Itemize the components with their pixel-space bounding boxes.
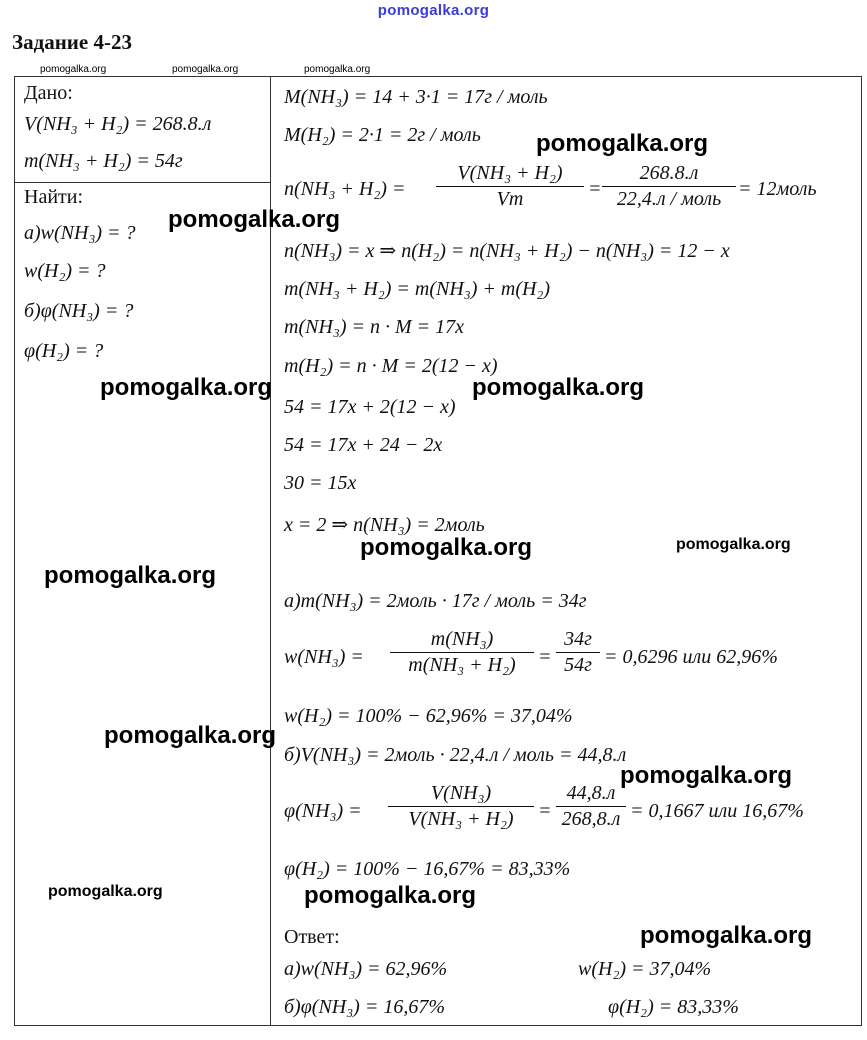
watermark-small: pomogalka.org: [172, 64, 239, 75]
solution-line: = 0,6296 или 62,96%: [604, 646, 778, 668]
numerator: 34г: [564, 628, 592, 650]
fraction: [390, 628, 534, 677]
find-label: Найти:: [24, 186, 84, 208]
fraction-bar: [556, 806, 626, 807]
numerator: 268.8.л: [639, 162, 699, 184]
numerator: V(NH₃ + H₂): [457, 162, 563, 184]
watermark: pomogalka.org: [472, 374, 645, 401]
fraction: [388, 782, 534, 831]
table-left-border: [14, 76, 15, 1026]
watermark: pomogalka.org: [48, 883, 163, 900]
fraction-bar: [556, 652, 600, 653]
solution-line: б)V(NH₃) = 2моль · 22,4.л / моль = 44,8.л: [284, 744, 627, 766]
solution-line: m(NH₃) = n · M = 17x: [284, 316, 465, 338]
solution-line: 54 = 17x + 2(12 − x): [284, 396, 456, 418]
site-header-link[interactable]: pomogalka.org: [377, 2, 490, 19]
solution-line: M(H₂) = 2·1 = 2г / моль: [284, 124, 481, 146]
solution-line: w(NH₃) =: [284, 646, 364, 668]
answer-item: w(H₂) = 37,04%: [578, 958, 712, 980]
solution-line: 54 = 17x + 24 − 2x: [284, 434, 443, 456]
watermark: pomogalka.org: [620, 762, 793, 789]
watermark: pomogalka.org: [44, 562, 217, 589]
denominator: Vm: [496, 188, 524, 210]
solution-line: 30 = 15x: [284, 472, 357, 494]
given-find-divider: [14, 182, 271, 183]
solution-line: = 12моль: [738, 178, 817, 200]
fraction-bar: [602, 186, 736, 187]
fraction-bar: [388, 806, 534, 807]
solution-line: w(H₂) = 100% − 62,96% = 37,04%: [284, 705, 573, 727]
page-title: Задание 4-23: [12, 30, 132, 54]
watermark: pomogalka.org: [676, 536, 791, 553]
solution-line: m(NH₃ + H₂) = m(NH₃) + m(H₂): [284, 278, 551, 300]
numerator: 44,8.л: [566, 782, 616, 804]
denominator: 268,8.л: [561, 808, 621, 830]
watermark: pomogalka.org: [536, 130, 709, 157]
solution-line: x = 2 ⇒ n(NH₃) = 2моль: [284, 514, 485, 536]
given-label: Дано:: [24, 82, 73, 104]
denominator: m(NH₃ + H₂): [408, 654, 516, 676]
table-bottom-border: [14, 1025, 862, 1026]
given-volume: V(NH₃ + H₂) = 268.8.л: [24, 113, 212, 135]
equals-sign: =: [538, 646, 552, 668]
answer-item: б)φ(NH₃) = 16,67%: [284, 996, 445, 1018]
denominator: 22,4.л / моль: [616, 188, 722, 210]
fraction: [602, 162, 736, 211]
watermark: pomogalka.org: [304, 882, 477, 909]
fraction-bar: [390, 652, 534, 653]
equals-sign: =: [538, 800, 552, 822]
fraction-bar: [436, 186, 584, 187]
solution-line: = 0,1667 или 16,67%: [630, 800, 804, 822]
watermark: pomogalka.org: [360, 534, 533, 561]
watermark: pomogalka.org: [100, 374, 273, 401]
watermark-small: pomogalka.org: [40, 64, 107, 75]
table-top-border: [14, 76, 862, 77]
find-item: φ(H₂) = ?: [24, 340, 104, 362]
numerator: m(NH₃): [430, 628, 494, 650]
numerator: V(NH₃): [430, 782, 492, 804]
watermark-small: pomogalka.org: [304, 64, 371, 75]
table-right-border: [861, 76, 862, 1026]
find-item: а)w(NH₃) = ?: [24, 222, 136, 244]
watermark: pomogalka.org: [640, 922, 813, 949]
watermark: pomogalka.org: [104, 722, 277, 749]
solution-line: m(H₂) = n · M = 2(12 − x): [284, 355, 498, 377]
fraction: [556, 782, 626, 831]
solution-line: n(NH₃) = x ⇒ n(H₂) = n(NH₃ + H₂) − n(NH₃) = 12 − x: [284, 240, 730, 262]
solution-line: φ(H₂) = 100% − 16,67% = 83,33%: [284, 858, 571, 880]
watermark: pomogalka.org: [168, 206, 341, 233]
solution-line: n(NH₃ + H₂) =: [284, 178, 406, 200]
solution-line: φ(NH₃) =: [284, 800, 362, 822]
answer-item: φ(H₂) = 83,33%: [608, 996, 739, 1018]
denominator: 54г: [564, 654, 592, 676]
fraction: [556, 628, 600, 677]
answer-item: а)w(NH₃) = 62,96%: [284, 958, 448, 980]
find-item: w(H₂) = ?: [24, 260, 106, 282]
given-mass: m(NH₃ + H₂) = 54г: [24, 150, 183, 172]
equals-sign: =: [588, 178, 602, 200]
find-item: б)φ(NH₃) = ?: [24, 300, 134, 322]
fraction: [436, 162, 584, 211]
solution-line: а)m(NH₃) = 2моль · 17г / моль = 34г: [284, 590, 587, 612]
answer-label: Ответ:: [284, 926, 340, 948]
solution-line: M(NH₃) = 14 + 3·1 = 17г / моль: [284, 86, 548, 108]
denominator: V(NH₃ + H₂): [408, 808, 514, 830]
